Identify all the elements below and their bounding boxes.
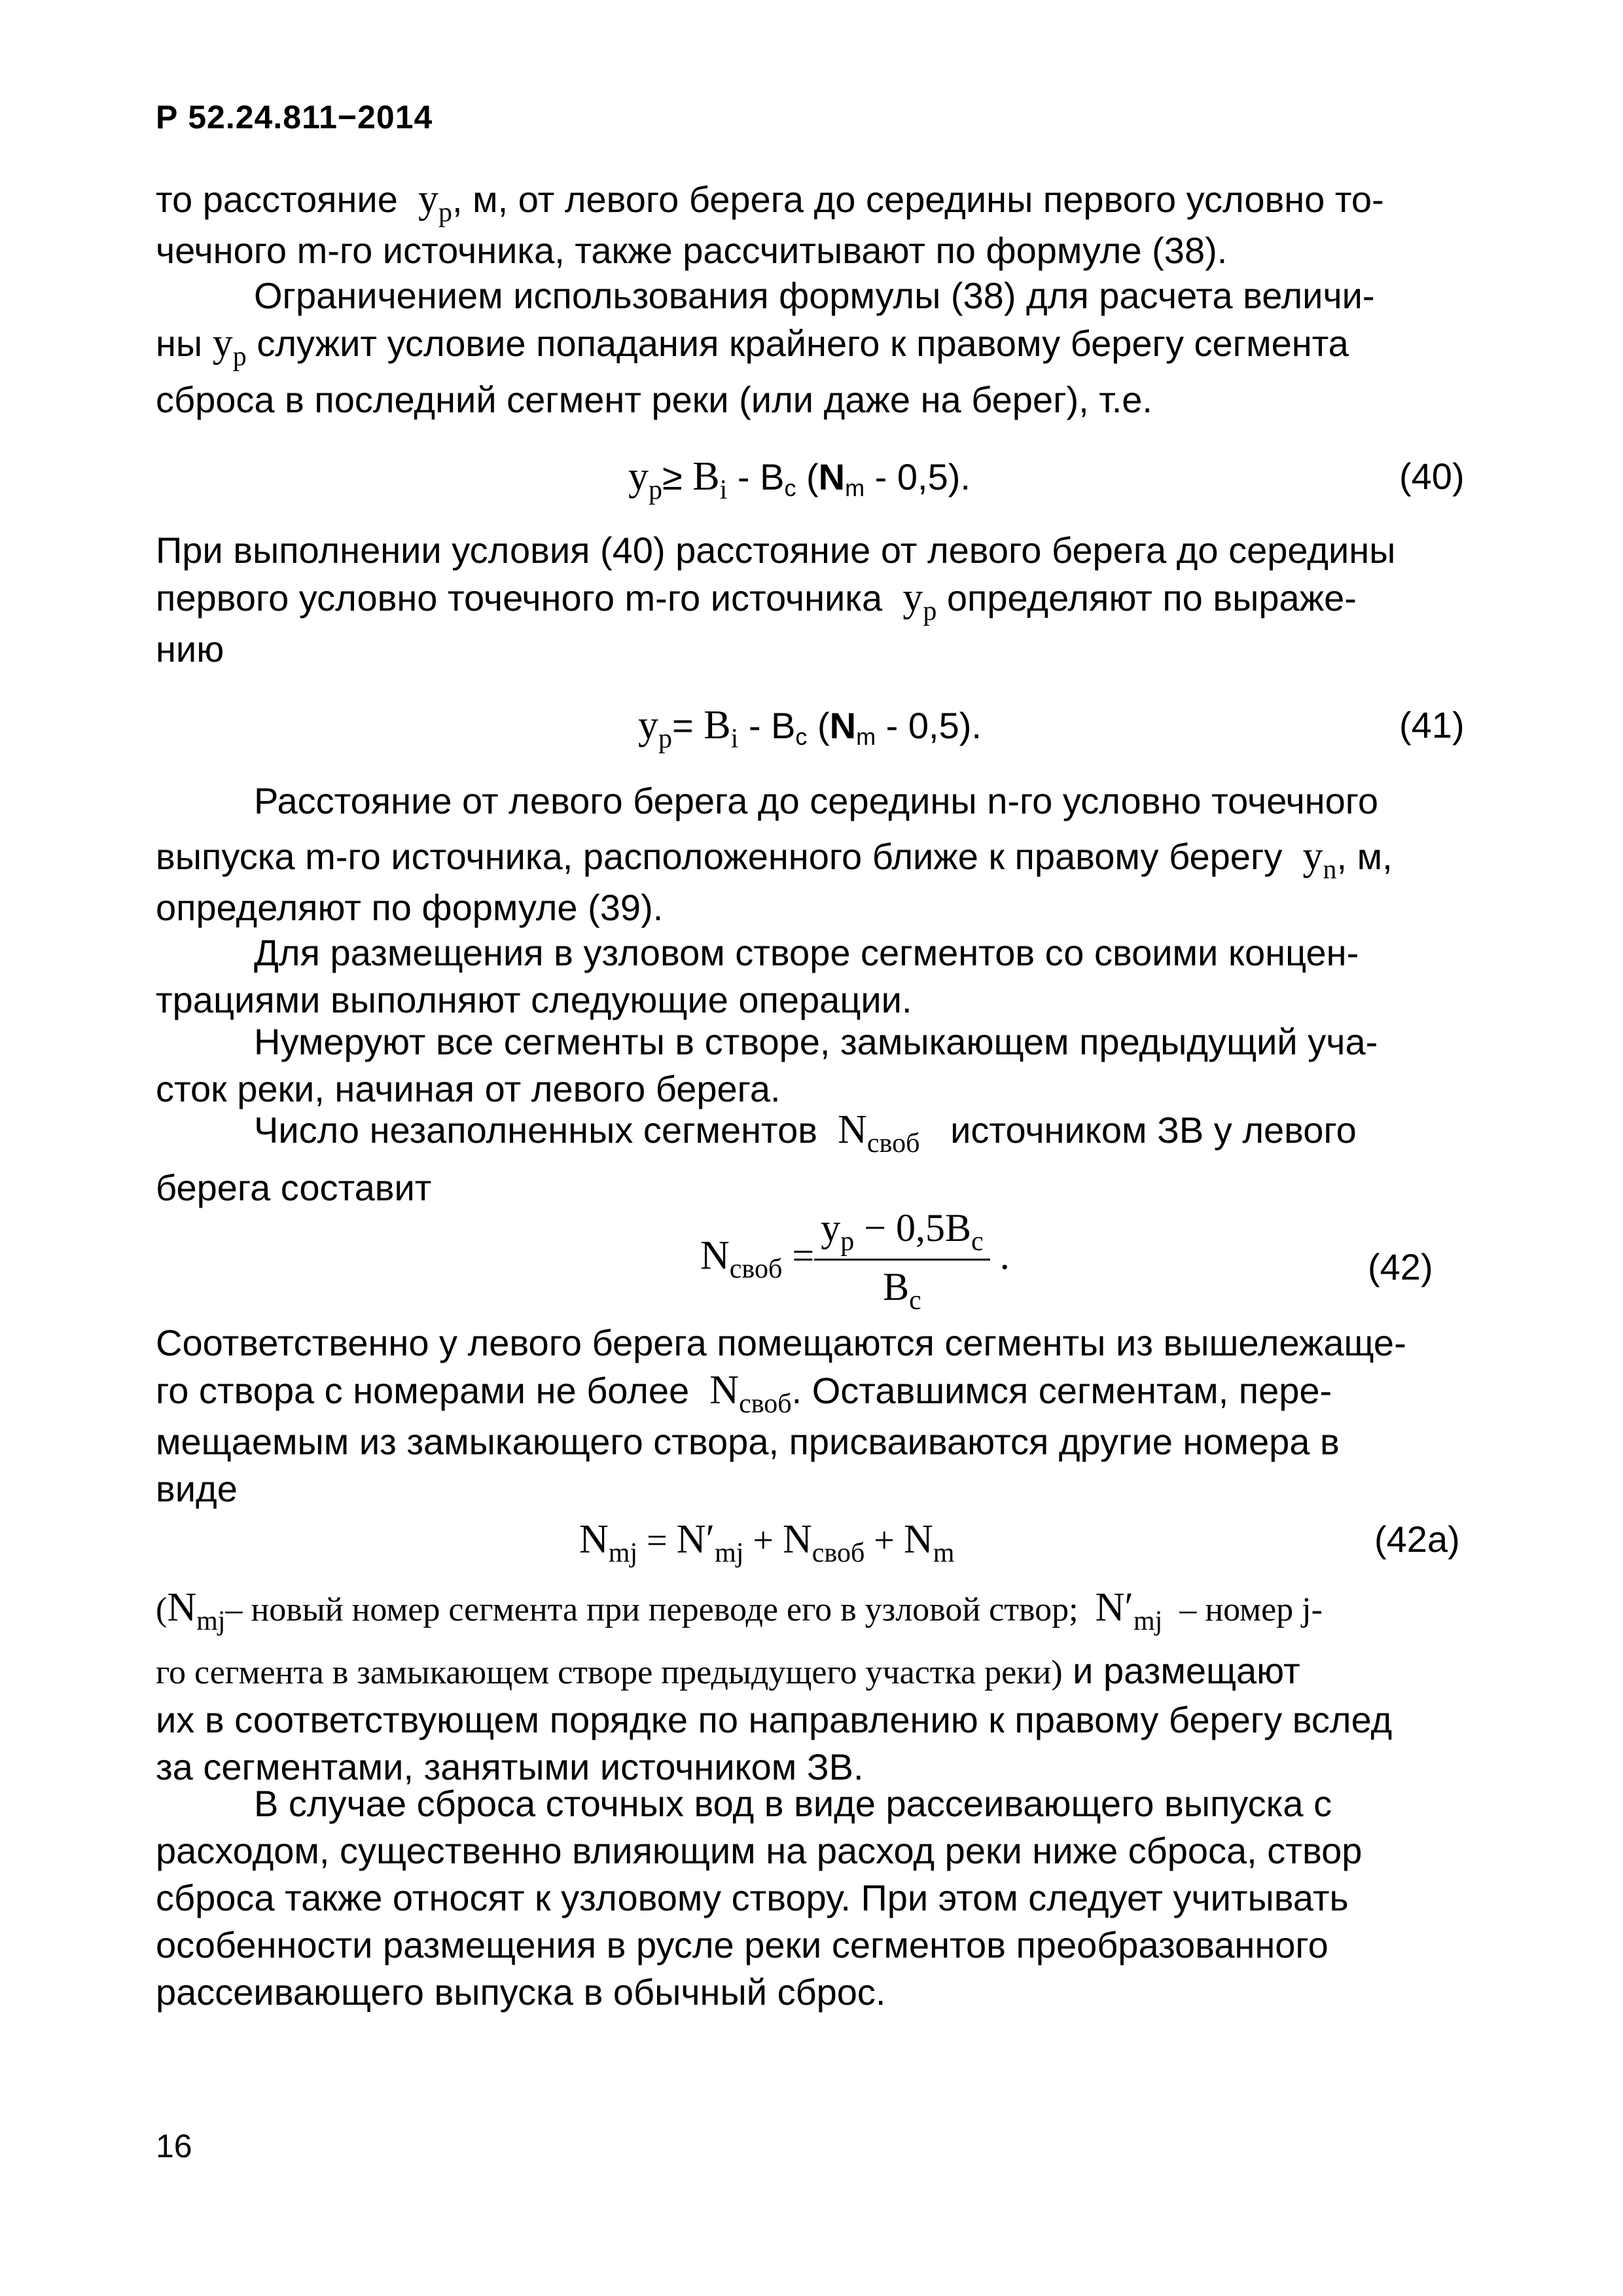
line: берега составит [156,1167,432,1208]
line: Для размещения в узловом створе сегментов со своими концен- [254,932,1359,973]
line: го сегмента в замыкающем створе предыдущего участка реки) и размещают [156,1650,1300,1691]
paragraph-1 [156,175,1471,274]
line: мещаемым из замыкающего створа, присваиваются другие номера в [156,1421,1340,1462]
document-code: Р 52.24.811−2014 [156,99,433,135]
fraction [814,1204,990,1315]
line: ны $y_p$ служит условие попадания крайнего к правому берегу сегмента [156,321,1349,372]
equation-42a: $N_{mj} = N'_{mj} + N_{своб} + N_m$ [579,1517,955,1568]
equation-40: $y_p\ge B_i - Bc$ (Nm - 0,5). [628,454,971,505]
line: Ограничением использования формулы (38) для расчета величи- [254,275,1375,316]
denominator: $B_c$ [883,1265,921,1316]
paragraph-6 [156,1018,1471,1113]
line: выпуска m-го источника, расположенного ближе к правому берегу $y_n$, м, [156,834,1393,885]
equation-42: $N_{своб}$ = $\frac{y_p - 0,5B_c}{B_c}$ . [700,1204,1010,1315]
equation-number: (41) [1399,704,1465,745]
line: Число незаполненных сегментов $N_{своб}$ источником ЗВ у левого [254,1107,1357,1158]
line: их в соответствующем порядке по направлению к правому берегу вслед [156,1699,1393,1740]
line: ($N_{mj}-$ новый номер сегмента при переводе его в узловой створ; $N'_{mj}$ – номер j- [156,1585,1323,1636]
line: трациями выполняют следующие операции. [156,979,912,1020]
paragraph-8 [156,1319,1471,1513]
line: В случае сброса сточных вод в виде рассеивающего выпуска с [254,1783,1332,1824]
line: го створа с номерами не более $N_{своб}$. Оставшимся сегментам, пере- [156,1368,1332,1419]
line: виде [156,1468,238,1509]
line: Нумеруют все сегменты в створе, замыкающем предыдущий уча- [254,1021,1378,1062]
line: нию [156,628,224,670]
line: рассеивающего выпуска в обычный сброс. [156,1971,886,2013]
line: Расстояние от левого берега до середины n-го условно точечного [254,780,1379,821]
line: Соответственно у левого берега помещаются сегменты из вышележаще- [156,1322,1406,1363]
paragraph-9 [156,1584,1471,1791]
line: сброса также относят к узловому створу. При этом следует учитывать [156,1877,1349,1918]
line: сток реки, начиная от левого берега. [156,1068,781,1109]
equation-number: (40) [1399,456,1465,497]
line: сброса в последний сегмент реки (или даже на берег), т.е. [156,379,1152,420]
line: особенности размещения в русле реки сегментов преобразованного [156,1924,1329,1965]
paragraph-3 [156,527,1471,673]
line: определяют по формуле (39). [156,887,664,928]
paragraph-4 [156,778,1471,931]
equation-41: $y_p= B_i - Bc$ (Nm - 0,5). [638,703,982,754]
line: за сегментами, занятыми источником ЗВ. [156,1746,864,1787]
equation-number: (42а) [1374,1518,1460,1560]
line: чечного m-го источника, также рассчитывают по формуле (38). [156,230,1228,271]
line: первого условно точечного m-го источника $y_p$ определяют по выраже- [156,575,1357,626]
line: то расстояние $y_p$, м, от левого берега до середины первого условно то- [156,177,1384,228]
equation-number: (42) [1368,1246,1433,1287]
paragraph-5 [156,929,1471,1024]
line: При выполнении условия (40) расстояние от левого берега до середины [156,529,1396,571]
paragraph-7 [156,1106,1471,1211]
paragraph-2 [156,272,1471,423]
line: расходом, существенно влияющим на расход реки ниже сброса, створ [156,1830,1363,1871]
paragraph-10 [156,1780,1471,2016]
numerator: $y_p - 0,5B_c$ [814,1204,990,1261]
page-number: 16 [156,2128,192,2164]
